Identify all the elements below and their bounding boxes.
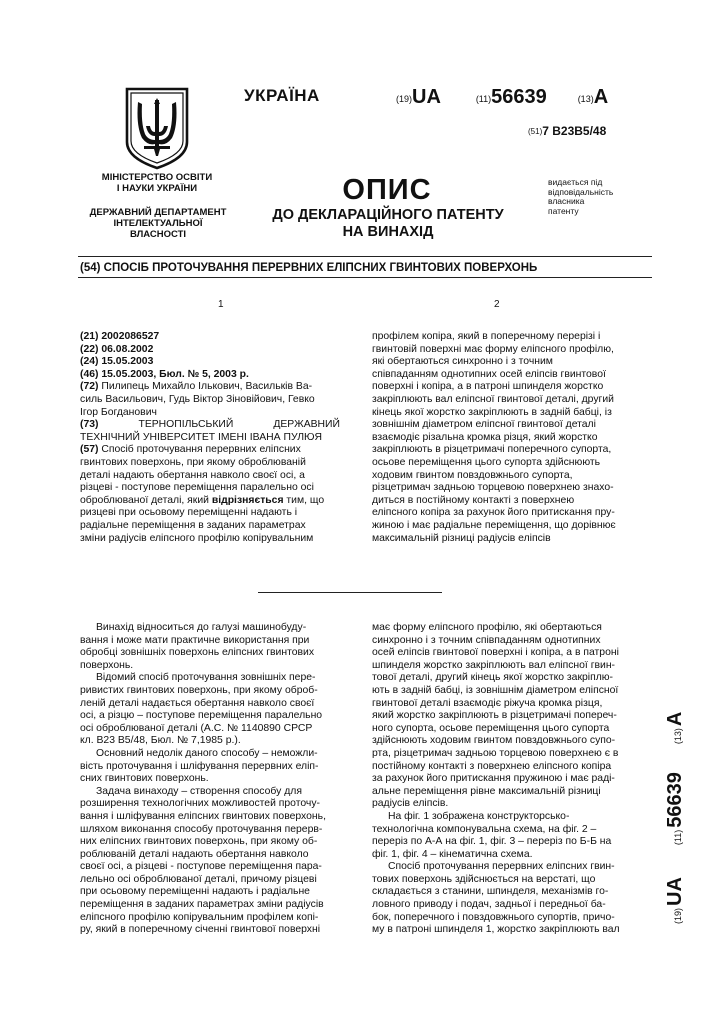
ipc-classification: [528, 124, 606, 138]
column-number: 1: [218, 299, 224, 310]
field-19-value: UA: [412, 86, 441, 108]
text-line: закріплюють в різцетримачі поперечного супорта,: [372, 444, 612, 456]
issued-note: [548, 178, 658, 216]
text-line: закріплюють вал еліпсної гвинтової деталі, другий: [372, 393, 614, 405]
side-19-code: (19): [673, 907, 683, 924]
text-line: постійному контакті з поверхнею еліпсного копіра: [372, 760, 612, 772]
patent-number: 56639: [491, 86, 547, 108]
claim-column: [372, 331, 634, 545]
side-patent-number: 56639: [664, 772, 686, 828]
country-name: УКРАЇНА: [244, 86, 320, 105]
text-line: рта, різцетримач задньою торцевою поверхнею є в: [372, 747, 619, 759]
field-72-code: (72): [80, 381, 99, 393]
issued-note-line: відповідальність: [548, 186, 614, 197]
text-line: взаємодіє різальна кромка різця, який жорстко: [372, 431, 598, 443]
divider-line: [78, 277, 652, 278]
inventors-line: Пилипець Михайло Ількович, Васильків Ва-: [101, 381, 313, 393]
text-line: складається з станини, шпинделя, механізмів го-: [372, 886, 609, 898]
claim-line: гвинтових поверхонь, при якому оброблюваній: [80, 456, 306, 468]
text-line: ловного приводу і подач, задньої і передньої ба-: [372, 899, 606, 911]
text-line: осей еліпсів гвинтової поверхні і копіра, а в патроні: [372, 647, 619, 659]
claim-keyword: відрізняється: [211, 494, 284, 506]
side-11-code: (11): [673, 829, 683, 846]
text-line: ру, який в поперечному січенні гвинтової поверхні: [80, 924, 321, 936]
side-13-code: (13): [673, 728, 683, 745]
field-13-value: A: [593, 86, 609, 108]
text-line: фіг. 1, фіг. 4 – кінематична схема.: [372, 848, 533, 860]
text-line: гвинтовій поверхні має форму еліпсного профілю,: [372, 343, 614, 355]
claim-line: зміни радіусів еліпсного профілю копірувальним: [80, 532, 314, 544]
text-line: альне переміщення рівне максимальній різниці: [372, 785, 601, 797]
side-patent-label: [664, 584, 686, 924]
text-line: вання і може мати практичне використання при: [80, 634, 310, 646]
text-line: еліпсного копіра за рахунок його притискання пру-: [372, 507, 615, 519]
claim-line: Спосіб проточування перервних еліпсних: [101, 444, 301, 456]
claim-line: різцеві - поступове переміщення паралельно осі: [80, 482, 314, 494]
owner-line: ТЕХНІЧНИЙ УНІВЕРСИТЕТ ІМЕНІ ІВАНА ПУЛЮЯ: [80, 431, 323, 443]
text-line: осі оброблюваної деталі (А.С. № 1140890 СРСР: [80, 722, 313, 734]
text-line: еліпсного профілю копірувальним профілем копі-: [80, 911, 319, 923]
field-22: (22) 06.08.2002: [80, 343, 154, 355]
ministry-line: МІНІСТЕРСТВО ОСВІТИ: [101, 172, 213, 183]
text-line: який жорстко закріплюють в різцетримачі попереч-: [372, 710, 617, 722]
department-line: ВЛАСНОСТІ: [129, 229, 187, 240]
text-line: має форму еліпсного профілю, які обертаються: [372, 622, 602, 633]
department-line: ІНТЕЛЕКТУАЛЬНОЇ: [113, 218, 203, 229]
trident-emblem-icon: [124, 86, 190, 170]
text-line: леній деталі надається обертання навколо своєї: [80, 697, 315, 709]
document-subtitle: НА ВИНАХІД: [342, 224, 434, 240]
text-line: ривистих гвинтових поверхонь, при якому оброб-: [80, 684, 318, 696]
text-line: диться в постійному контакті з поверхнею: [372, 494, 575, 506]
text-line: шпинделя жорстко закріплюють вал еліпсної гвин-: [372, 659, 616, 671]
document-subtitle: ДО ДЕКЛАРАЦІЙНОГО ПАТЕНТУ: [272, 207, 504, 223]
text-line: профілем копіра, який в поперечному перерізі і: [372, 331, 601, 342]
text-line: Задача винаходу – створення способу для: [96, 785, 302, 797]
text-line: Відомий спосіб проточування зовнішніх пере-: [96, 672, 316, 684]
text-line: синхронно і з точним співпаданням однотипних: [372, 634, 601, 646]
text-line: поверхонь.: [80, 659, 134, 671]
inventors-line: Ігор Богданович: [80, 406, 157, 418]
text-line: різцетримач задньою торцевою поверхнею знахо-: [372, 482, 614, 494]
description-column-1: [80, 622, 342, 937]
text-line: них еліпсних гвинтових поверхонь, при якому об-: [80, 836, 318, 848]
text-line: максимальній різниці радіусів еліпсів: [372, 532, 551, 544]
ministry-line: І НАУКИ УКРАЇНИ: [116, 183, 198, 194]
text-line: роблюваній деталі надають обертання навколо: [80, 848, 309, 860]
department-name: [78, 207, 238, 240]
field-57-code: (57): [80, 444, 99, 456]
text-line: бок, поперечного і повздовжнього супортів, причо-: [372, 911, 615, 923]
text-line: му в патроні шпинделя 1, жорстко закріплюють вал: [372, 924, 620, 936]
text-line: розширення технологічних можливостей проточу-: [80, 798, 320, 810]
owner-line: ТЕРНОПІЛЬСЬКИЙ ДЕРЖАВНИЙ: [138, 419, 340, 431]
text-line: На фіг. 1 зображена конструкторсько-: [388, 810, 570, 822]
text-line: шляхом виконання способу проточування перерв-: [80, 823, 323, 835]
text-line: вання і шліфування еліпсних гвинтових поверхонь,: [80, 810, 326, 822]
divider-line: [78, 256, 652, 257]
text-line: радіусів еліпсів.: [372, 798, 449, 810]
text-line: своєї осі, а різцеві - поступове переміщення пара-: [80, 861, 322, 873]
field-73-code: (73): [80, 419, 99, 431]
column-number: 2: [494, 299, 500, 310]
field-13-code: (13): [577, 94, 594, 104]
issued-note-line: власника: [548, 196, 585, 206]
issued-note-line: видається під: [548, 177, 603, 187]
text-line: кл. В23 В5/48, Бюл. № 7,1985 р.).: [80, 735, 241, 747]
text-line: жиною і має радіальне переміщення, що дорівнює: [372, 519, 616, 531]
text-line: тової деталі, другий кінець якої жорстко закріплю-: [372, 672, 614, 684]
text-line: осьове переміщення цього супорта здійснюють: [372, 456, 601, 468]
patent-codes: [396, 86, 608, 109]
issued-note-line: патенту: [548, 205, 579, 216]
text-line: лельно осі оброблюваної деталі, причому різцеві: [80, 873, 317, 885]
text-line: Спосіб проточування перервних еліпсних гвин-: [388, 861, 615, 873]
text-line: які обертаються синхронно і з точним: [372, 356, 553, 368]
field-11-code: (11): [475, 94, 492, 104]
ministry-name: [82, 172, 232, 194]
claim-line: оброблюваної деталі, який: [80, 494, 209, 506]
claim-line: тим, що: [286, 494, 325, 506]
text-line: кінець якої жорстко закріплюють в задній бабці, із: [372, 406, 612, 418]
text-line: гвинтової деталі взаємодіє ріжуча кромка різця,: [372, 697, 603, 709]
claim-line: радіальне переміщення в заданих параметрах: [80, 519, 306, 531]
ipc-value: 7 B23B5/48: [542, 124, 607, 138]
biblio-column: [80, 331, 340, 545]
text-line: поверхні і копіра, а в патроні шпинделя жорстко: [372, 381, 604, 393]
text-line: технологічна компонувальна схема, на фіг. 2 –: [372, 823, 597, 835]
text-line: здійснюють ходовим гвинтом повздовжнього супо-: [372, 735, 616, 747]
text-line: переміщення в заданих параметрах зміни радіусів: [80, 899, 324, 911]
document-title: ОПИС: [342, 174, 432, 206]
side-19-value: UA: [664, 877, 686, 906]
text-line: осі, а різцю – поступове переміщення паралельно: [80, 710, 323, 722]
text-line: обробці зовнішніх поверхонь еліпсних гвинтових: [80, 647, 315, 659]
text-line: ного супорта, осьове переміщення цього супорта: [372, 722, 610, 734]
side-13-value: A: [664, 711, 686, 727]
text-line: сних гвинтових поверхонь.: [80, 773, 209, 785]
text-line: ють в задній бабці, із зовнішнім діаметром еліпсної: [372, 684, 619, 696]
invention-title: (54) СПОСІБ ПРОТОЧУВАННЯ ПЕРЕРВНИХ ЕЛІПСНИХ ГВИНТОВИХ ПОВЕРХОНЬ: [80, 262, 538, 274]
text-line: співпаданням однотипних осей еліпсів гвинтової: [372, 368, 606, 380]
field-51-code: (51): [528, 127, 543, 136]
field-19-code: (19): [396, 94, 413, 104]
text-line: переріз по А-А на фіг. 1, фіг. 3 – переріз по Б-Б на: [372, 836, 612, 848]
text-line: Винахід відноситься до галузі машинобуду-: [96, 622, 307, 633]
claim-line: деталі надають обертання навколо своєї осі, а: [80, 469, 305, 481]
inventors-line: силь Васильович, Гудь Віктор Зіновійович, Гевко: [80, 393, 315, 405]
text-line: зовнішнім діаметром еліпсної гвинтової деталі: [372, 419, 596, 431]
field-24: (24) 15.05.2003: [80, 356, 154, 368]
text-line: вість проточування і шліфування перервних еліп-: [80, 760, 319, 772]
text-line: ходовим гвинтом повздовжнього супорта,: [372, 469, 573, 481]
department-line: ДЕРЖАВНИЙ ДЕПАРТАМЕНТ: [89, 207, 227, 218]
text-line: за рахунок його притискання пружиною і має раді-: [372, 773, 615, 785]
text-line: при осьовому переміщенні надають і радіальне: [80, 886, 310, 898]
claim-line: ризцеві при осьовому переміщенні надають і: [80, 507, 298, 519]
separator-line: [258, 592, 442, 593]
field-21: (21) 2002086527: [80, 331, 160, 342]
text-line: Основний недолік даного способу – неможли-: [96, 747, 318, 759]
description-column-2: [372, 622, 634, 937]
text-line: тових поверхонь здійснюється на верстаті, що: [372, 873, 596, 885]
field-46: (46) 15.05.2003, Бюл. № 5, 2003 р.: [80, 368, 249, 380]
